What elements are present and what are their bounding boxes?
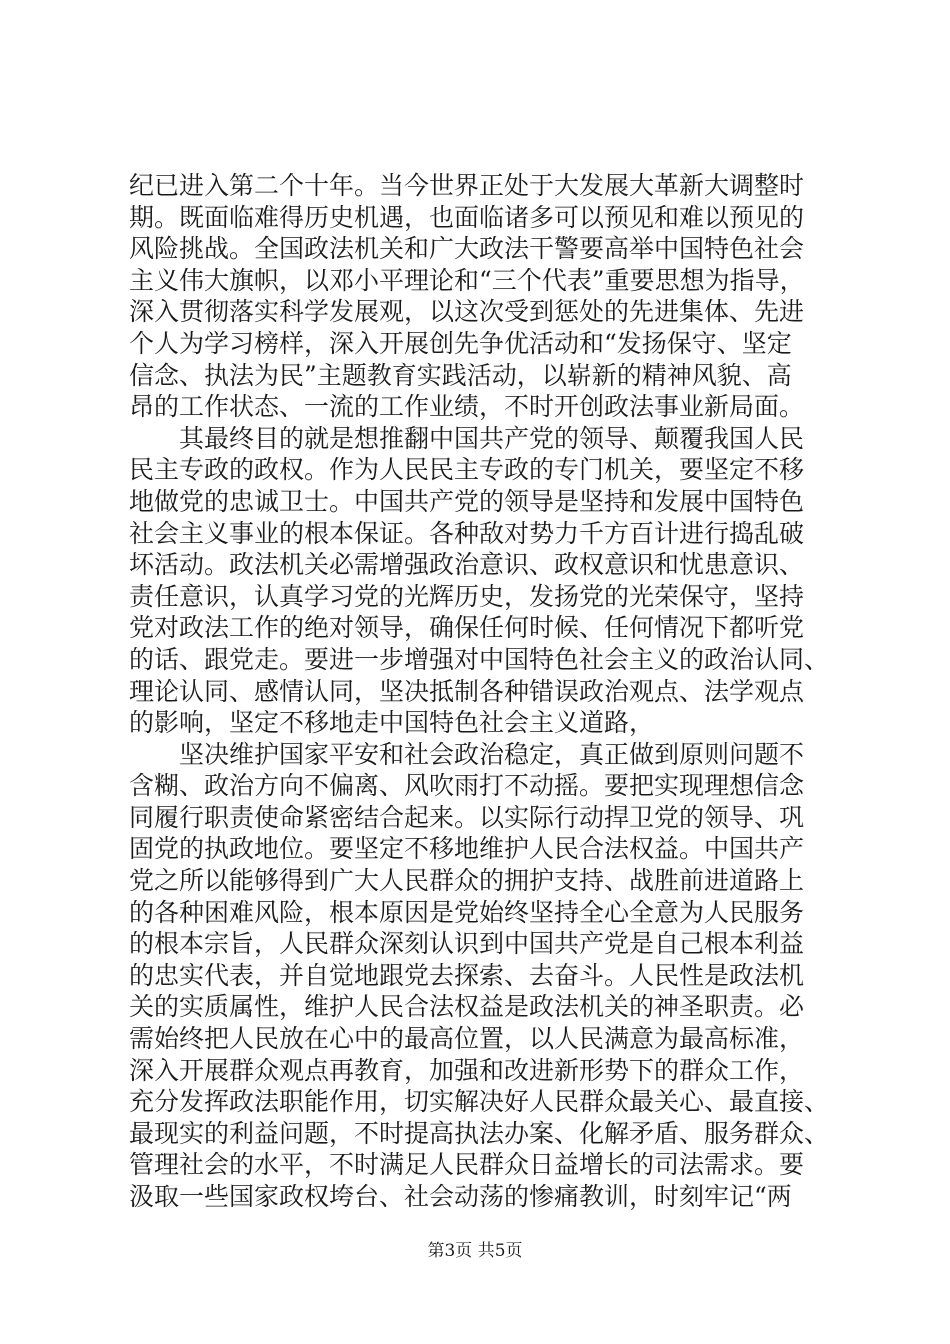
text-line: 固党的执政地位。要坚定不移地维护人民合法权益。中国共产 — [129, 834, 805, 864]
text-line: 需始终把人民放在心中的最高位置，以人民满意为最高标准， — [129, 1024, 805, 1054]
text-line: 信念、执法为民”主题教育实践活动，以崭新的精神风貌、高 — [129, 360, 792, 390]
text-line: 个人为学习榜样，深入开展创先争优活动和“发扬保守、坚定 — [129, 328, 792, 358]
text-line: 党对政法工作的绝对领导，确保任何时候、任何情况下都听党 — [129, 613, 805, 643]
text-line: 纪已进入第二个十年。当今世界正处于大发展大革新大调整时 — [129, 171, 805, 200]
text-line: 深入开展群众观点再教育，加强和改进新形势下的群众工作， — [129, 1055, 805, 1085]
text-line: 社会主义事业的根本保证。各种敌对势力千方百计进行捣乱破 — [129, 518, 805, 548]
text-line: 地做党的忠诚卫士。中国共产党的领导是坚持和发展中国特色 — [129, 486, 805, 516]
text-line: 期。既面临难得历史机遇，也面临诸多可以预见和难以预见的 — [129, 202, 805, 232]
text-line: 关的实质属性，维护人民合法权益是政法机关的神圣职责。必 — [129, 992, 805, 1022]
text-line: 的各种困难风险，根本原因是党始终坚持全心全意为人民服务 — [129, 897, 805, 927]
document-body — [129, 170, 829, 1213]
text-line: 主义伟大旗帜，以邓小平理论和“三个代表”重要思想为指导， — [129, 265, 805, 295]
text-line: 的影响，坚定不移地走中国特色社会主义道路， — [129, 708, 655, 738]
text-line: 含糊、政治方向不偏离、风吹雨打不动摇。要把实现理想信念 — [129, 771, 805, 801]
text-line: 风险挑战。全国政法机关和广大政法干警要高举中国特色社会 — [129, 234, 805, 264]
text-line: 坚决维护国家平安和社会政治稳定，真正做到原则问题不 — [129, 739, 805, 769]
text-line: 最现实的利益问题，不时提高执法办案、化解矛盾、服务群众、 — [129, 1118, 829, 1148]
text-line: 其最终目的就是想推翻中国共产党的领导、颠覆我国人民 — [129, 423, 805, 453]
text-line: 责任意识，认真学习党的光辉历史，发扬党的光荣保守，坚持 — [129, 581, 805, 611]
text-line: 深入贯彻落实科学发展观，以这次受到惩处的先进集体、先进 — [129, 297, 805, 327]
text-line: 的话、跟党走。要进一步增强对中国特色社会主义的政治认同、 — [129, 644, 829, 674]
text-line: 的根本宗旨，人民群众深刻认识到中国共产党是自己根本利益 — [129, 929, 805, 959]
text-line: 的忠实代表，并自觉地跟党去探索、去奋斗。人民性是政法机 — [129, 960, 805, 990]
text-line: 理论认同、感情认同，坚决抵制各种错误政治观点、法学观点 — [129, 676, 805, 706]
text-line: 管理社会的水平，不时满足人民群众日益增长的司法需求。要 — [129, 1150, 805, 1180]
text-line: 坏活动。政法机关必需增强政治意识、政权意识和忧患意识、 — [129, 550, 805, 580]
text-line: 同履行职责使命紧密结合起来。以实际行动捍卫党的领导、巩 — [129, 802, 805, 832]
text-line: 民主专政的政权。作为人民民主专政的专门机关，要坚定不移 — [129, 455, 805, 485]
text-line: 充分发挥政法职能作用，切实解决好人民群众最关心、最直接、 — [129, 1087, 829, 1117]
text-line: 汲取一些国家政权垮台、社会动荡的惨痛教训，时刻牢记“两 — [129, 1182, 792, 1211]
text-line: 党之所以能够得到广大人民群众的拥护支持、战胜前进道路上 — [129, 866, 805, 896]
text-line: 昂的工作状态、一流的工作业绩，不时开创政法事业新局面。 — [129, 392, 805, 422]
page-footer: 第3页 共5页 — [427, 1241, 523, 1261]
